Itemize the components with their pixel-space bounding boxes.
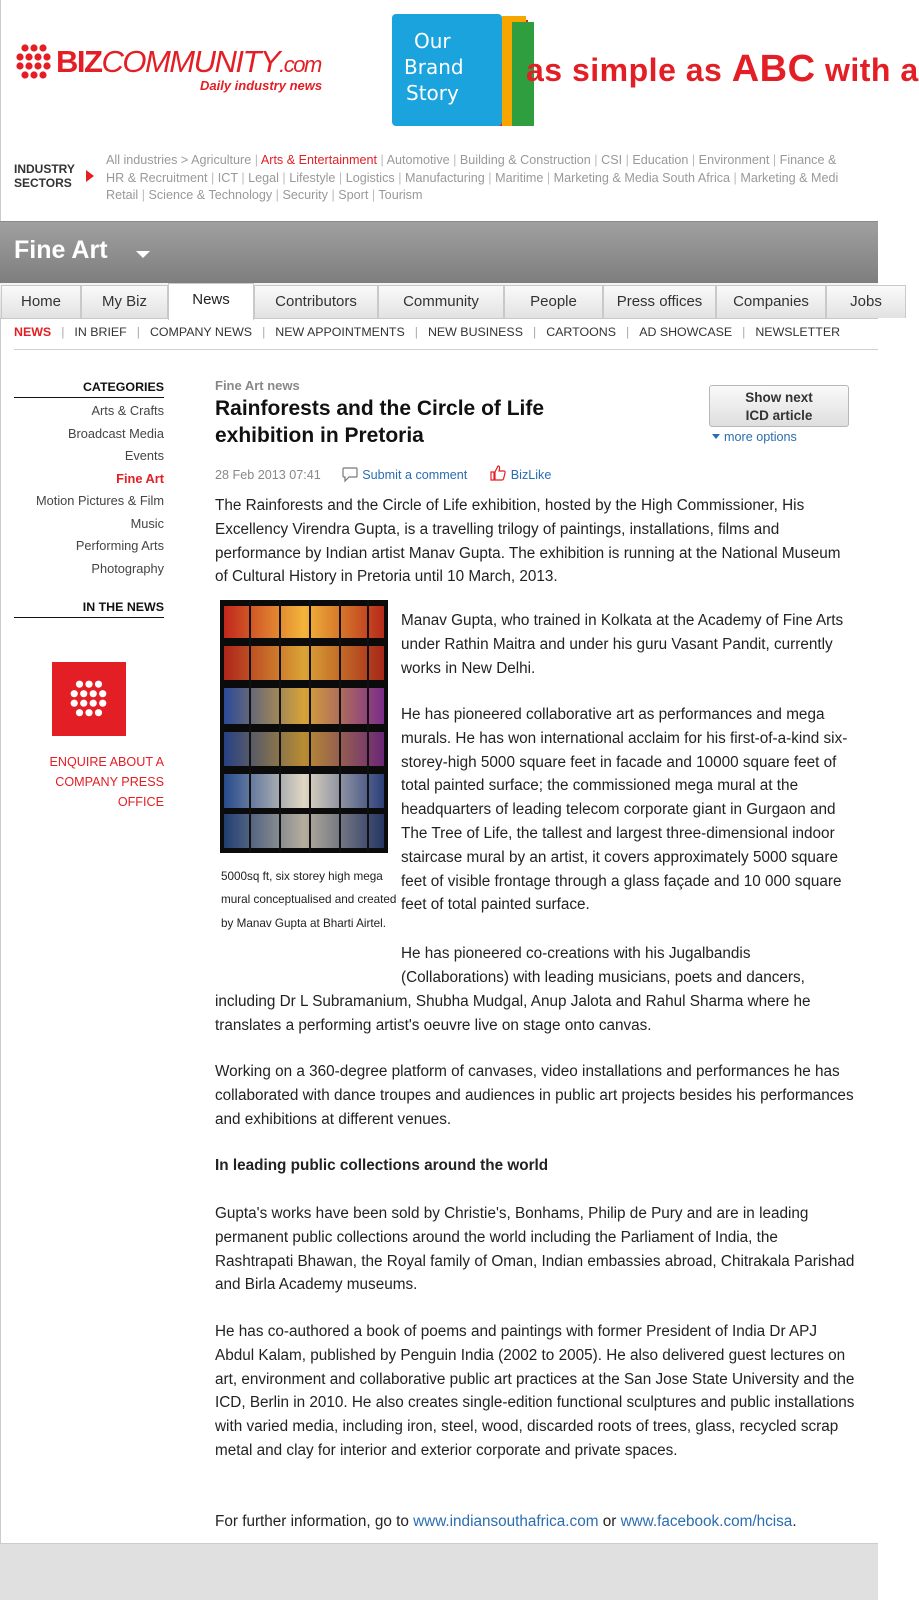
tab-news[interactable]: News xyxy=(168,283,254,320)
paragraph-5: Gupta's works have been sold by Christie's, Bonhams, Philip de Pury and are in leading permanent public collections around the world including the Parliament of India, the Rashtrapati Bhawan, the Royal family of Oman, Indian embassies abroad, Chitrakala Parishad and Birla Academy museums. xyxy=(215,1205,855,1294)
enquire-press-office-link[interactable]: ENQUIRE ABOUT A COMPANY PRESS OFFICE xyxy=(49,755,164,809)
sector-separator: | xyxy=(335,170,346,185)
mural-building-image xyxy=(220,600,388,853)
ad-banner[interactable] xyxy=(392,14,919,126)
tab-press-offices[interactable]: Press offices xyxy=(603,285,716,318)
sector-separator: | xyxy=(251,153,261,167)
sector-separator: | xyxy=(207,170,218,185)
sector-link[interactable]: Finance & xyxy=(779,153,837,167)
main-tabs xyxy=(0,283,882,319)
sector-link[interactable]: Manufacturing xyxy=(404,170,485,185)
sector-separator: | xyxy=(449,153,460,167)
subnav-new-business[interactable]: NEW BUSINESS xyxy=(427,325,523,339)
in-the-news-heading: IN THE NEWS xyxy=(14,600,164,618)
tab-contributors[interactable]: Contributors xyxy=(254,285,378,318)
logo-wordmark: BIZCOMMUNITY.com xyxy=(56,44,321,79)
category-music[interactable]: Music xyxy=(130,515,164,531)
paragraph-2: He has pioneered collaborative art as performances and mega murals. He has won international acclaim for his first-of-a-kind six-storey-high 5000 square feet in facade and 10000 square feet of total painted surface; the commissioned mega mural at the headquarters of leading telecom corporate giant in Gurgaon and The Tree of Life, the tallest and largest three-dimensional indoor staircase mural by an artist, it covers approximately 5000 square feet of visible frontage through a glass façade and 10 000 square feet of total painted surface. xyxy=(401,706,848,914)
thumbs-up-icon xyxy=(489,464,507,482)
sector-link[interactable]: Education xyxy=(632,153,689,167)
paragraph-1: Manav Gupta, who trained in Kolkata at the Academy of Fine Arts under Rathin Maitra and under his guru Vasant Pandit, currently works in New Delhi. xyxy=(401,612,844,677)
show-next-article-button[interactable]: Show next ICD article xyxy=(709,385,849,427)
sector-separator: | xyxy=(543,170,554,185)
category-photography[interactable]: Photography xyxy=(91,560,164,576)
sector-link[interactable]: Lifestyle xyxy=(289,170,336,185)
category-broadcast-media[interactable]: Broadcast Media xyxy=(67,425,164,441)
subnav-divider xyxy=(14,349,878,350)
sector-separator: | xyxy=(688,153,699,167)
sector-link[interactable]: Marketing & Medi xyxy=(740,170,839,185)
comment-icon xyxy=(342,467,358,482)
link-facebook-hcisa[interactable]: www.facebook.com/hcisa xyxy=(620,1513,793,1530)
tab-my-biz[interactable]: My Biz xyxy=(81,285,168,318)
sector-link[interactable]: CSI xyxy=(601,153,623,167)
brand-story-book-image xyxy=(392,14,538,126)
sector-separator: | xyxy=(622,153,633,167)
sector-link[interactable]: Maritime xyxy=(495,170,544,185)
tab-companies[interactable]: Companies xyxy=(716,285,826,318)
subnav-company-news[interactable]: COMPANY NEWS xyxy=(149,325,253,339)
article-subhead: In leading public collections around the world xyxy=(215,1157,549,1174)
sector-separator: | xyxy=(590,153,602,167)
tab-home[interactable]: Home xyxy=(1,285,81,318)
sector-separator: | xyxy=(237,170,249,185)
sector-link[interactable]: Science & Technology xyxy=(148,188,273,203)
categories-heading: CATEGORIES xyxy=(14,380,164,398)
more-options-link[interactable]: more options xyxy=(712,430,797,444)
tab-jobs[interactable]: Jobs xyxy=(826,285,906,318)
link-indiansouthafrica[interactable]: www.indiansouthafrica.com xyxy=(413,1513,599,1530)
tab-community[interactable]: Community xyxy=(378,285,504,318)
category-motion-pictures[interactable]: Motion Pictures & Film xyxy=(35,493,164,508)
sectors-arrow-icon xyxy=(86,170,94,182)
bizlike-button[interactable]: BizLike xyxy=(510,468,552,482)
sector-separator: | xyxy=(278,170,290,185)
sector-link[interactable]: Building & Construction xyxy=(459,153,591,167)
sector-link[interactable]: Automotive xyxy=(386,153,450,167)
book-line-2: Brand xyxy=(404,55,464,79)
industry-sectors xyxy=(0,150,878,210)
sectors-label: INDUSTRY SECTORS xyxy=(14,162,75,190)
subnav-in-brief[interactable]: IN BRIEF xyxy=(74,325,127,339)
site-logo[interactable] xyxy=(16,42,346,102)
sectors-list xyxy=(106,152,886,205)
sector-separator: | xyxy=(769,153,780,167)
sector-link[interactable]: Sport xyxy=(338,188,369,203)
sector-link[interactable]: Security xyxy=(282,188,328,203)
sidebar xyxy=(14,380,164,809)
logo-dots-icon xyxy=(16,44,52,80)
sector-separator: | xyxy=(377,153,387,167)
paragraph-6: He has co-authored a book of poems and paintings with former President of India Dr APJ Abdul Kalam, published by Penguin India (2002 to 2005). He also delivered guest lectures on art, environment and collaborative public art practices at the San Jose State University and the ICD, Berlin in 2010. He also creates single-edition functional sculptures and public installations with varied media, including iron, steel, wood, discarded roots of trees, glass, recycled scrap metal and clay for interior and exterior corporate and private spaces. xyxy=(215,1323,855,1459)
subnav-new-appointments[interactable]: NEW APPOINTMENTS xyxy=(275,325,405,339)
paragraph-7: For further information, go to www.indiansouthafrica.com or www.facebook.com/hcisa. xyxy=(215,1513,797,1530)
sector-link[interactable]: Agriculture xyxy=(191,153,252,167)
article-kicker[interactable]: Fine Art news xyxy=(215,378,300,393)
logo-dots-icon xyxy=(70,680,108,718)
subnav-newsletter[interactable]: NEWSLETTER xyxy=(755,325,841,339)
chevron-down-icon[interactable] xyxy=(136,251,150,258)
submit-comment-link[interactable]: Submit a comment xyxy=(362,468,468,482)
subnav-cartoons[interactable]: CARTOONS xyxy=(546,325,616,339)
article-date: 28 Feb 2013 07:41 xyxy=(215,468,321,482)
sectors-all-industries[interactable]: All industries > xyxy=(106,153,192,167)
tab-people[interactable]: People xyxy=(504,285,603,318)
header xyxy=(0,0,919,140)
sector-separator: | xyxy=(138,188,149,203)
article-title: Rainforests and the Circle of Life exhibition in Pretoria xyxy=(215,397,545,447)
category-arts-crafts[interactable]: Arts & Crafts xyxy=(91,403,164,418)
sector-separator: | xyxy=(394,170,405,185)
sector-separator: | xyxy=(327,188,339,203)
logo-tagline: Daily industry news xyxy=(200,78,323,93)
sector-link[interactable]: Logistics xyxy=(345,170,395,185)
sub-navigation: NEWS | IN BRIEF | COMPANY NEWS | NEW APPOINTMENTS | NEW BUSINESS | CARTOONS | AD SHOWCASE | NEWSLETTER xyxy=(14,325,841,339)
paragraph-3b: including Dr L Subramanium, Shubha Mudgal, Anup Jalota and Rahul Sharma where he translates a performing artist's oeuvre live on stage onto canvas. xyxy=(215,993,811,1034)
categories-list xyxy=(14,400,164,580)
section-title[interactable]: Fine Art xyxy=(14,236,108,264)
sector-link[interactable]: Arts & Entertainment xyxy=(260,153,378,167)
subnav-ad-showcase[interactable]: AD SHOWCASE xyxy=(639,325,733,339)
sector-link[interactable]: Environment xyxy=(698,153,770,167)
press-office-logo[interactable] xyxy=(52,662,126,736)
article-meta xyxy=(215,464,850,482)
sector-link[interactable]: HR & Recruitment xyxy=(106,170,208,185)
sector-link[interactable]: Legal xyxy=(248,170,279,185)
sector-separator: | xyxy=(272,188,283,203)
sector-link[interactable]: ICT xyxy=(217,170,238,185)
sector-separator: | xyxy=(484,170,496,185)
image-caption: 5000sq ft, six storey high mega mural conceptualised and created by Manav Gupta at Bharti Airtel. xyxy=(221,870,397,930)
section-bar xyxy=(0,221,878,283)
paragraph-4: Working on a 360-degree platform of canvases, video installations and performances he has collaborated with dance troupes and audiences in public art projects besides his performances and exhibitions at different venues. xyxy=(215,1063,854,1128)
sector-separator: | xyxy=(730,170,741,185)
sector-link[interactable]: Tourism xyxy=(378,188,423,203)
category-fine-art[interactable]: Fine Art xyxy=(116,470,164,486)
subnav-news[interactable]: NEWS xyxy=(14,325,52,339)
footer-bar xyxy=(0,1543,878,1600)
paragraph-3a: He has pioneered co-creations with his Jugalbandis (Collaborations) with leading musicians, poets and dancers, xyxy=(401,945,805,986)
article-lead: The Rainforests and the Circle of Life exhibition, hosted by the High Commissioner, His Excellency Virendra Gupta, is a travelling trilogy of paintings, installations, films and performance by Indian artist Manav Gupta. The exhibition is running at the National Museum of Cultural History in Pretoria until 10 March, 2013. xyxy=(215,497,841,586)
sector-link[interactable]: Retail xyxy=(106,188,139,203)
sector-link[interactable]: Marketing & Media South Africa xyxy=(553,170,731,185)
banner-slogan: as simple as ABC with a xyxy=(526,48,919,90)
sector-separator: | xyxy=(368,188,379,203)
article-image-mural[interactable] xyxy=(220,600,388,853)
book-line-3: Story xyxy=(406,81,459,105)
chevron-down-icon xyxy=(712,434,720,439)
category-events[interactable]: Events xyxy=(124,448,164,463)
book-line-1: Our xyxy=(414,29,451,53)
category-performing-arts[interactable]: Performing Arts xyxy=(75,538,164,553)
